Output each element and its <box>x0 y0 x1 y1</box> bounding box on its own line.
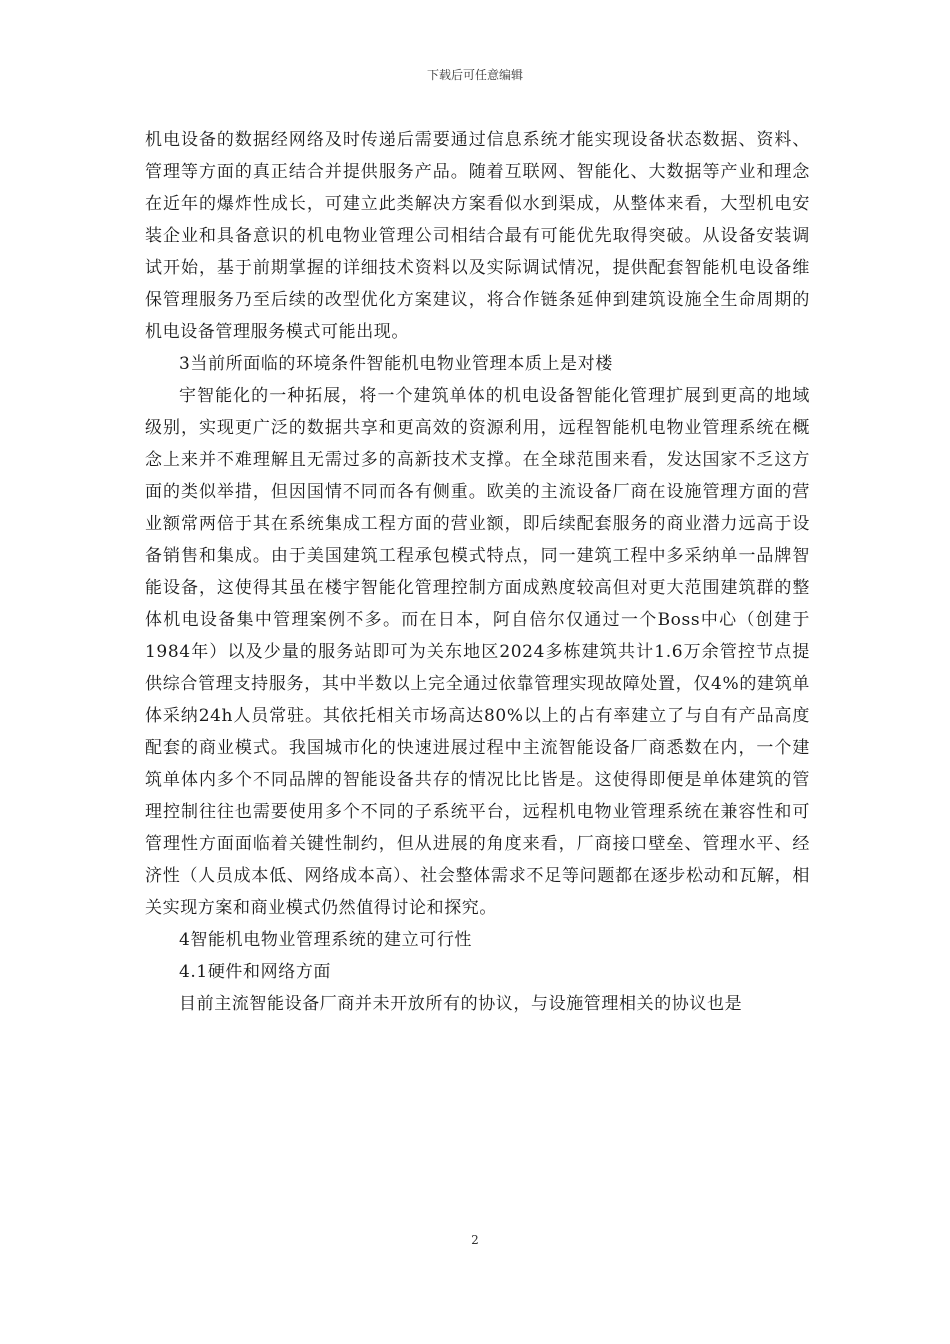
section-heading-3: 3当前所面临的环境条件智能机电物业管理本质上是对楼 <box>179 354 613 374</box>
paragraph-environment: 宇智能化的一种拓展，将一个建筑单体的机电设备智能化管理扩展到更高的地域级别，实现更广泛的数据共享和更高效的资源利用，远程智能机电物业管理系统在概念上来并不难理解且无需过多的高新技术支撑。在全球范围来看，发达国家不乏这方面的类似举措，但因国情不同而各有侧重。欧美的主流设备厂商在设施管理方面的营业额常两倍于其在系统集成工程方面的营业额，即后续配套服务的商业潜力远高于设备销售和集成。由于美国建筑工程承包模式特点，同一建筑工程中多采纳单一品牌智能设备，这使得其虽在楼宇智能化管理控制方面成熟度较高但对更大范围建筑群的整体机电设备集中管理案例不多。而在日本，阿自倍尔仅通过一个Boss中心（创建于1984年）以及少量的服务站即可为关东地区2024多栋建筑共计1.6万余管控节点提供综合管理支持服务，其中半数以上完全通过依靠管理实现故障处置，仅4%的建筑单体采纳24h人员常驻。其依托相关市场高达80%以上的占有率建立了与自有产品高度配套的商业模式。我国城市化的快速进展过程中主流智能设备厂商悉数在内，一个建筑单体内多个不同品牌的智能设备共存的情况比比皆是。这使得即便是单体建筑的管理控制往往也需要使用多个不同的子系统平台，远程机电物业管理系统在兼容性和可管理性方面面临着关键性制约，但从进展的角度来看，厂商接口壁垒、管理水平、经济性（人员成本低、网络成本高）、社会整体需求不足等问题都在逐步松动和瓦解，相关实现方案和商业模式仍然值得讨论和探究。 <box>145 386 810 918</box>
document-body <box>145 124 810 1020</box>
page-header: 下载后可任意编辑 <box>426 68 523 82</box>
section-heading-4: 4智能机电物业管理系统的建立可行性 <box>179 930 473 950</box>
paragraph-hardware-network: 目前主流智能设备厂商并未开放所有的协议，与设施管理相关的协议也是 <box>179 994 743 1014</box>
page-number: 2 <box>471 1233 479 1247</box>
paragraph-equipment-data: 机电设备的数据经网络及时传递后需要通过信息系统才能实现设备状态数据、资料、管理等方面的真正结合并提供服务产品。随着互联网、智能化、大数据等产业和理念在近年的爆炸性成长，可建立此类解决方案看似水到渠成，从整体来看，大型机电安装企业和具备意识的机电物业管理公司相结合最有可能优先取得突破。从设备安装调试开始，基于前期掌握的详细技术资料以及实际调试情况，提供配套智能机电设备维保管理服务乃至后续的改型优化方案建议，将合作链条延伸到建筑设施全生命周期的机电设备管理服务模式可能出现。 <box>145 130 810 342</box>
subsection-heading-4-1: 4.1硬件和网络方面 <box>179 962 332 982</box>
